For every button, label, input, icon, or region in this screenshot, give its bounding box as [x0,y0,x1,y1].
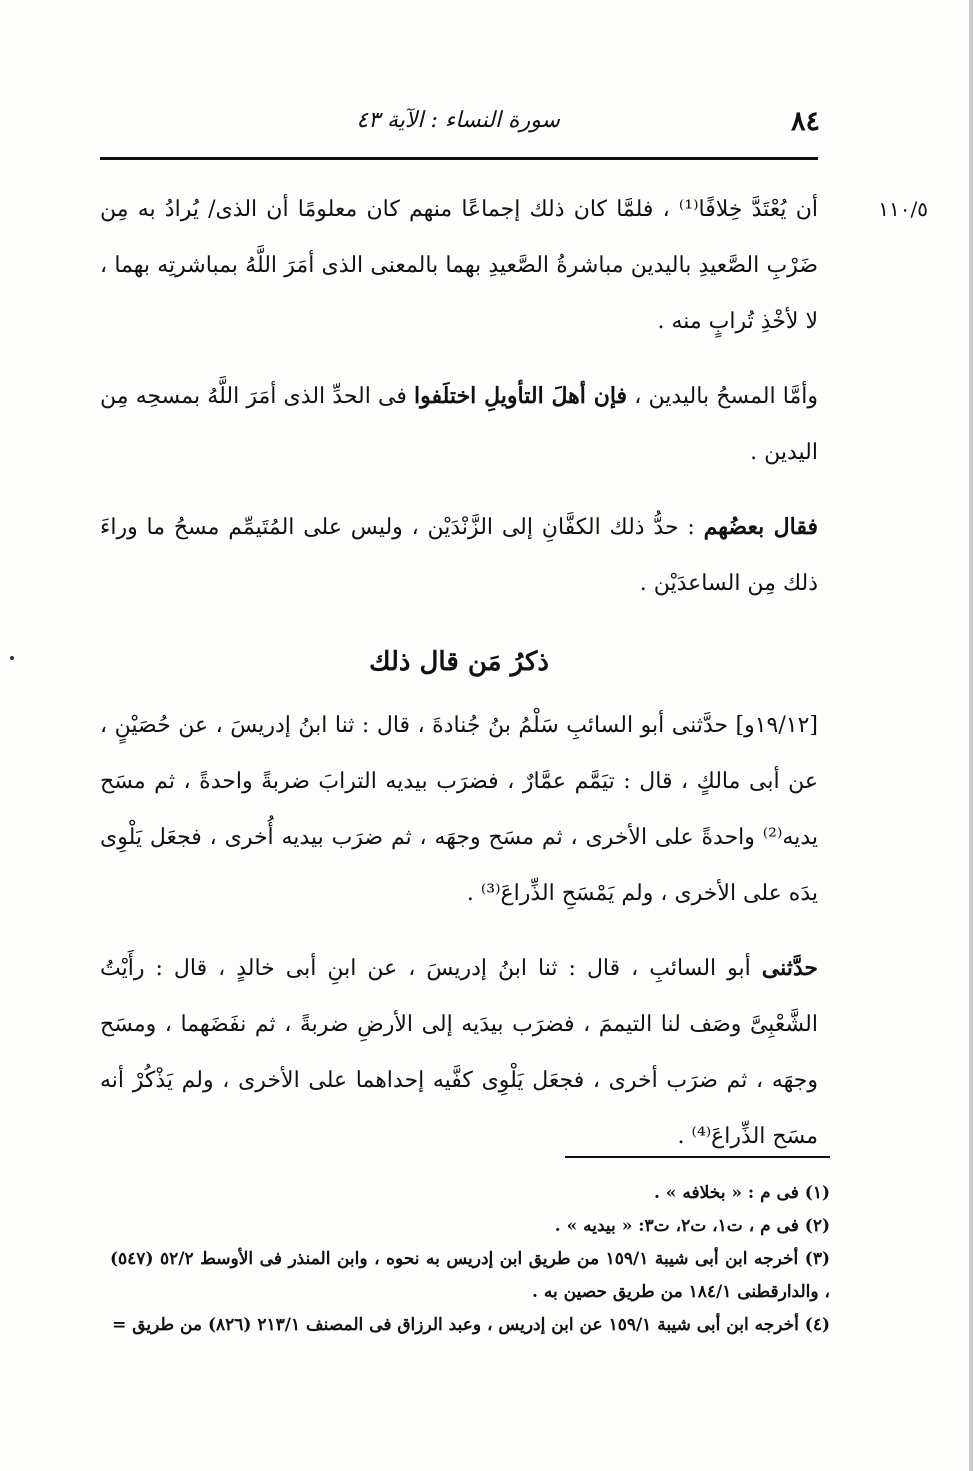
page-edge [969,0,973,1471]
running-title: سورة النساء : الآية ٤٣ [356,108,560,133]
footnote-4: (٤) أخرجه ابن أبى شيبة ١٥٩/١ عن ابن إدريس ، وعبد الرزاق فى المصنف ٢١٣/١ (٨٢٦) من طريق = [112,1315,830,1335]
footnote-2: (٢) فى م ، ت١، ت٢، ت٣: « بيديه » . [554,1216,830,1236]
footnotes [110,1177,830,1342]
paragraph-3 [100,499,818,612]
page-number: ٨٤ [790,106,820,137]
footnote-3: (٣) أخرجه ابن أبى شيبة ١٥٩/١ من طريق ابن إدريس به نحوه ، وابن المنذر فى الأوسط ٥٢/٢ (٥٤٧) ، والدارقطنى ١٨٤/١ من طريق حصين به . [110,1249,830,1302]
page-header [100,106,820,146]
paragraph-3-bold: فقال بعضُهم [703,514,819,540]
scan-speck [10,656,14,660]
paragraph-5 [100,940,818,1165]
paragraph-2-rest: فى الحدِّ الذى أمَرَ اللَّهُ بمسحِه مِن اليدين . [100,384,818,465]
paragraph-2-lead: وأمَّا المسحُ باليدين ، [627,384,818,409]
paragraph-4: [١٩/١٢و] حدَّثنى أبو السائبِ سَلْمُ بنُ جُنادةَ ، قال : ثنا ابنُ إدريسَ ، عن حُصَيْنٍ ، عن أبى مالكٍ ، قال : تيَمَّم عمَّارٌ ، فضرَب بيديه الترابَ ضربةً واحدةً ، ثم مسَح يديه⁽²⁾ واحدةً على الأخرى ، ثم مسَح وجهَه ، ثم ضرَب بيديه أُخرى ، فجعَل يَلْوِى يدَه على الأخرى ، ولم يَمْسَحِ الذِّراعَ⁽³⁾ . [100,713,818,906]
paragraph-2-bold: فإن أهلَ التأويلِ اختلَفوا [414,383,628,409]
paragraph-2 [100,368,818,481]
header-rule [100,157,818,160]
footnote-1: (١) فى م : « بخلافه » . [653,1183,830,1203]
margin-reference: ١١٠/٥ [878,197,928,221]
paragraph-5-rest: أبو السائبِ ، قال : ثنا ابنُ إدريسَ ، عن ابنِ أبى خالدٍ ، قال : رأَيْتُ الشَّعْبِىَّ وصَف لنا التيممَ ، فضرَب بيدَيه إلى الأرضِ ضربةً ، ثم نفَضَهما ، ومسَح وجهَه ، ثم ضرَب أخرى ، فجعَل يَلْوِى كفَّيه إحداهما على الأخرى ، ولم يَذْكُرْ أنه مسَح الذِّراعَ⁽⁴⁾ . [100,956,818,1149]
paragraph-1: أن يُعْتَدَّ خِلافًا⁽¹⁾ ، فلمَّا كان ذلك إجماعًا منهم كان معلومًا أن الذى/ يُرادُ به مِن ضَرْبِ الصَّعيدِ باليدين مباشرةُ الصَّعيدِ بهما بالمعنى الذى أمَرَ اللَّهُ بمباشرتِه بهما ، لا لأخْذِ تُرابٍ منه . [100,197,818,334]
paragraph-3-rest: : حدُّ ذلك الكفَّانِ إلى الزَّنْدَيْن ، وليس على المُتَيمِّم مسحُ ما وراءَ ذلك مِن الساعدَيْن . [100,515,818,596]
section-heading: ذكرُ مَن قال ذلك [369,647,549,677]
footnote-rule [565,1156,830,1158]
main-text [100,182,818,1183]
paragraph-5-bold: حدَّثنى [761,955,818,981]
